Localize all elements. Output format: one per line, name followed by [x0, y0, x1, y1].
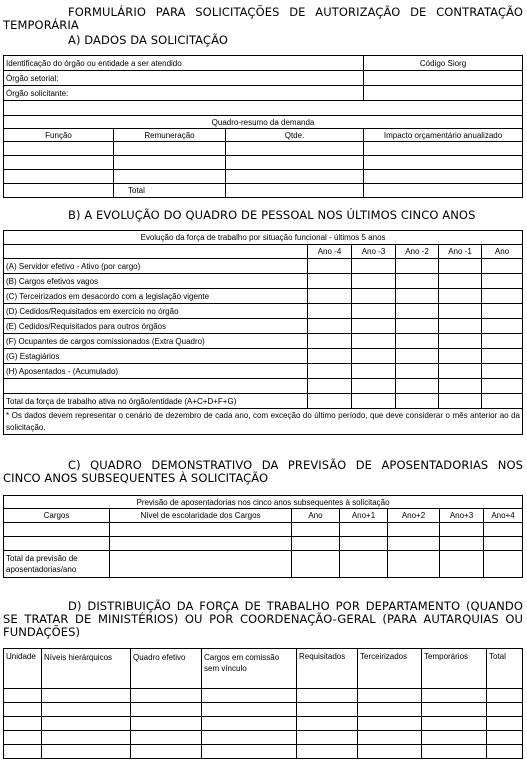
cell[interactable] — [292, 551, 340, 578]
cell[interactable] — [440, 523, 484, 537]
situacao-label: (B) Cargos efetivos vagos — [4, 274, 308, 289]
situacao-label: (C) Terceirizados em desacordo com a legislação vigente — [4, 289, 308, 304]
cell[interactable] — [42, 745, 131, 759]
year-col: Ano+2 — [388, 509, 440, 523]
total-previsao-label: Total da previsão de aposentadorias/ano — [4, 551, 110, 578]
cell[interactable] — [482, 304, 523, 319]
cell[interactable] — [110, 551, 292, 578]
cell[interactable] — [358, 717, 422, 731]
table-row — [4, 349, 523, 364]
cell[interactable] — [292, 523, 340, 537]
cell[interactable] — [487, 745, 523, 759]
cell[interactable] — [388, 551, 440, 578]
cell[interactable] — [131, 717, 202, 731]
cell[interactable] — [297, 703, 358, 717]
situacao-label: (G) Estagiários — [4, 349, 308, 364]
cell[interactable] — [110, 523, 292, 537]
cell[interactable] — [308, 304, 352, 319]
table-row — [4, 304, 523, 319]
cell[interactable] — [364, 170, 523, 184]
cell[interactable] — [114, 142, 226, 156]
cell[interactable] — [114, 156, 226, 170]
cell[interactable] — [487, 717, 523, 731]
cell[interactable] — [439, 364, 482, 379]
cell — [4, 184, 114, 198]
cell[interactable] — [422, 689, 487, 703]
col-niveis: Níveis hierárquicos — [42, 649, 131, 689]
cell[interactable] — [352, 319, 396, 334]
cell[interactable] — [308, 349, 352, 364]
situacao-label: (F) Ocupantes de cargos comissionados (Extra Quadro) — [4, 334, 308, 349]
table-row — [4, 703, 523, 717]
section-c-title-line2: CINCO ANOS SUBSEQUENTES À SOLICITAÇÃO — [3, 471, 269, 485]
cell[interactable] — [131, 689, 202, 703]
table-row — [4, 334, 523, 349]
cell[interactable] — [4, 703, 42, 717]
cell[interactable] — [352, 274, 396, 289]
section-b-table — [3, 230, 523, 435]
cell[interactable] — [422, 731, 487, 745]
note-text: * Os dados devem representar o cenário de dezembro de cada ano, com exceção do último período, que deve considerar o mês anterior ao da solicitação. — [4, 409, 523, 435]
section-d-title-line1: D) DISTRIBUIÇÃO DA FORÇA DE TRABALHO POR DEPARTAMENTO (QUANDO — [68, 599, 523, 613]
table-row — [4, 289, 523, 304]
cell[interactable] — [308, 319, 352, 334]
table-row — [4, 364, 523, 379]
form-title-line1: FORMULÁRIO PARA SOLICITAÇÕES DE AUTORIZAÇÃO DE CONTRATAÇÃO — [68, 5, 523, 19]
cell[interactable] — [422, 717, 487, 731]
table-row — [4, 274, 523, 289]
total-qtde-cell[interactable] — [226, 184, 364, 198]
cell[interactable] — [352, 349, 396, 364]
cell[interactable] — [422, 745, 487, 759]
col-qtde: Qtde. — [226, 129, 364, 142]
evolucao-title: Evolução da força de trabalho por situação funcional - últimos 5 anos — [4, 231, 523, 245]
cell[interactable] — [358, 745, 422, 759]
section-d-title-line2: SE TRATAR DE MINISTÉRIOS) OU POR COORDENAÇÃO-GERAL (PARA AUTARQUIAS OU — [3, 612, 523, 626]
cell[interactable] — [487, 731, 523, 745]
col-temporarios: Temporários — [422, 649, 487, 689]
year-col: Ano+4 — [484, 509, 523, 523]
situacao-label: (H) Aposentados - (Acumulado) — [4, 364, 308, 379]
cell[interactable] — [4, 717, 42, 731]
cell[interactable] — [484, 551, 523, 578]
cell[interactable] — [388, 523, 440, 537]
cell[interactable] — [482, 349, 523, 364]
cell[interactable] — [352, 379, 396, 394]
cell[interactable] — [4, 156, 114, 170]
table-row — [4, 259, 523, 274]
orgao-solicitante-field[interactable]: Órgão solicitante: — [4, 86, 364, 101]
cell[interactable] — [131, 745, 202, 759]
cell[interactable] — [439, 304, 482, 319]
cell[interactable] — [487, 703, 523, 717]
cell[interactable] — [297, 689, 358, 703]
total-forca-label: Total da força de trabalho ativa no órgão/entidade (A+C+D+F+G) — [4, 394, 308, 409]
cell[interactable] — [4, 689, 42, 703]
cell[interactable] — [482, 334, 523, 349]
cell[interactable] — [358, 731, 422, 745]
cell[interactable] — [482, 394, 523, 409]
cell[interactable] — [358, 689, 422, 703]
year-col: Ano -2 — [396, 245, 439, 259]
cell[interactable] — [297, 731, 358, 745]
table-row — [4, 731, 523, 745]
cell[interactable] — [226, 142, 364, 156]
year-col: Ano+3 — [440, 509, 484, 523]
spacer-row — [4, 101, 523, 116]
col-cargos: Cargos — [4, 509, 110, 523]
section-b-title: B) A EVOLUÇÃO DO QUADRO DE PESSOAL NOS ÚLTIMOS CINCO ANOS — [68, 208, 476, 222]
section-a-title: A) DADOS DA SOLICITAÇÃO — [68, 33, 228, 47]
cell[interactable] — [396, 289, 439, 304]
cell[interactable] — [352, 364, 396, 379]
cell[interactable] — [482, 274, 523, 289]
siorg-solicitante-cell[interactable] — [364, 86, 523, 101]
cell[interactable] — [396, 304, 439, 319]
table-row — [4, 745, 523, 759]
siorg-setorial-cell[interactable] — [364, 71, 523, 86]
cell[interactable] — [352, 334, 396, 349]
col-cargos-comissao: Cargos em comissão sem vínculo — [202, 649, 297, 689]
section-d-table — [3, 648, 523, 759]
total-label: Total — [114, 184, 226, 198]
siorg-label: Código Siorg — [364, 56, 523, 71]
cell[interactable] — [4, 745, 42, 759]
section-d-title-line3: FUNDAÇÕES) — [3, 625, 81, 639]
cell[interactable] — [352, 304, 396, 319]
cell[interactable] — [358, 703, 422, 717]
cell[interactable] — [388, 537, 440, 551]
situacao-label: (D) Cedidos/Requisitados em exercício no órgão — [4, 304, 308, 319]
cell[interactable] — [340, 551, 388, 578]
previsao-title: Previsão de aposentadorias nos cinco anos subsequentes à solicitação — [4, 496, 523, 509]
situacao-label — [4, 379, 308, 394]
cell[interactable] — [226, 156, 364, 170]
cell[interactable] — [482, 379, 523, 394]
col-quadro: Quadro efetivo — [131, 649, 202, 689]
cell[interactable] — [364, 142, 523, 156]
cell[interactable] — [439, 289, 482, 304]
cell[interactable] — [131, 731, 202, 745]
table-row — [4, 717, 523, 731]
cell[interactable] — [202, 689, 297, 703]
cell[interactable] — [396, 259, 439, 274]
cell[interactable] — [308, 364, 352, 379]
form-title-line2: TEMPORÁRIA — [3, 18, 79, 32]
col-unidade: Unidade — [4, 649, 42, 689]
cell[interactable] — [202, 717, 297, 731]
section-c-table — [3, 495, 523, 578]
year-col: Ano — [482, 245, 523, 259]
cell[interactable] — [42, 703, 131, 717]
cell[interactable] — [396, 364, 439, 379]
cell[interactable] — [308, 289, 352, 304]
cell[interactable] — [202, 731, 297, 745]
cell[interactable] — [297, 717, 358, 731]
cell[interactable] — [440, 537, 484, 551]
cell[interactable] — [297, 745, 358, 759]
cell[interactable] — [396, 394, 439, 409]
col-impacto: Impacto orçamentário anualizado — [364, 129, 523, 142]
cell[interactable] — [439, 259, 482, 274]
year-col: Ano -1 — [439, 245, 482, 259]
cell[interactable] — [440, 551, 484, 578]
cell[interactable] — [114, 170, 226, 184]
cell[interactable] — [308, 394, 352, 409]
total-impacto-cell[interactable] — [364, 184, 523, 198]
table-row — [4, 689, 523, 703]
section-a-table — [3, 55, 523, 198]
cell[interactable] — [4, 731, 42, 745]
cell[interactable] — [4, 523, 110, 537]
year-col: Ano -4 — [308, 245, 352, 259]
cell[interactable] — [42, 689, 131, 703]
cell[interactable] — [439, 349, 482, 364]
cell[interactable] — [439, 394, 482, 409]
identificacao-label: Identificação do órgão ou entidade a ser atendido — [4, 56, 364, 71]
cell[interactable] — [4, 142, 114, 156]
cell[interactable] — [439, 274, 482, 289]
cell[interactable] — [308, 259, 352, 274]
cell[interactable] — [308, 334, 352, 349]
year-col: Ano+1 — [340, 509, 388, 523]
section-c-title-line1: C) QUADRO DEMONSTRATIVO DA PREVISÃO DE APOSENTADORIAS NOS — [68, 458, 523, 472]
cell[interactable] — [352, 259, 396, 274]
cell[interactable] — [439, 319, 482, 334]
cell[interactable] — [364, 156, 523, 170]
cell[interactable] — [396, 379, 439, 394]
quadro-resumo-title: Quadro-resumo da demanda — [4, 116, 523, 129]
cell[interactable] — [487, 689, 523, 703]
cell[interactable] — [308, 274, 352, 289]
cell[interactable] — [396, 274, 439, 289]
table-row — [4, 379, 523, 394]
cell[interactable] — [422, 703, 487, 717]
col-funcao: Função — [4, 129, 114, 142]
cell[interactable] — [482, 289, 523, 304]
cell[interactable] — [484, 537, 523, 551]
cell[interactable] — [352, 289, 396, 304]
orgao-setorial-field[interactable]: Órgão setorial: — [4, 71, 364, 86]
cell[interactable] — [202, 703, 297, 717]
cell[interactable] — [42, 717, 131, 731]
col-nivel: Nível de escolaridade dos Cargos — [110, 509, 292, 523]
cell[interactable] — [482, 319, 523, 334]
cell[interactable] — [110, 537, 292, 551]
cell[interactable] — [482, 364, 523, 379]
cell[interactable] — [42, 731, 131, 745]
cell[interactable] — [439, 379, 482, 394]
cell[interactable] — [352, 394, 396, 409]
cell[interactable] — [226, 170, 364, 184]
col-terceirizados: Terceirizados — [358, 649, 422, 689]
cell[interactable] — [4, 537, 110, 551]
year-col: Ano -3 — [352, 245, 396, 259]
situacao-label: (E) Cedidos/Requisitados para outros órgãos — [4, 319, 308, 334]
cell[interactable] — [482, 259, 523, 274]
cell[interactable] — [396, 334, 439, 349]
cell[interactable] — [4, 170, 114, 184]
cell[interactable] — [308, 379, 352, 394]
col-requisitados: Requisitados — [297, 649, 358, 689]
cell[interactable] — [484, 523, 523, 537]
col-remuneracao: Remuneração — [114, 129, 226, 142]
table-row — [4, 319, 523, 334]
cell[interactable] — [292, 537, 340, 551]
cell[interactable] — [202, 745, 297, 759]
cell[interactable] — [439, 334, 482, 349]
situacao-label: (A) Servidor efetivo - Ativo (por cargo) — [4, 259, 308, 274]
cell[interactable] — [131, 703, 202, 717]
year-col: Ano — [292, 509, 340, 523]
cell — [4, 245, 308, 259]
col-total: Total — [487, 649, 523, 689]
cell[interactable] — [396, 349, 439, 364]
cell[interactable] — [340, 523, 388, 537]
cell[interactable] — [396, 319, 439, 334]
cell[interactable] — [340, 537, 388, 551]
